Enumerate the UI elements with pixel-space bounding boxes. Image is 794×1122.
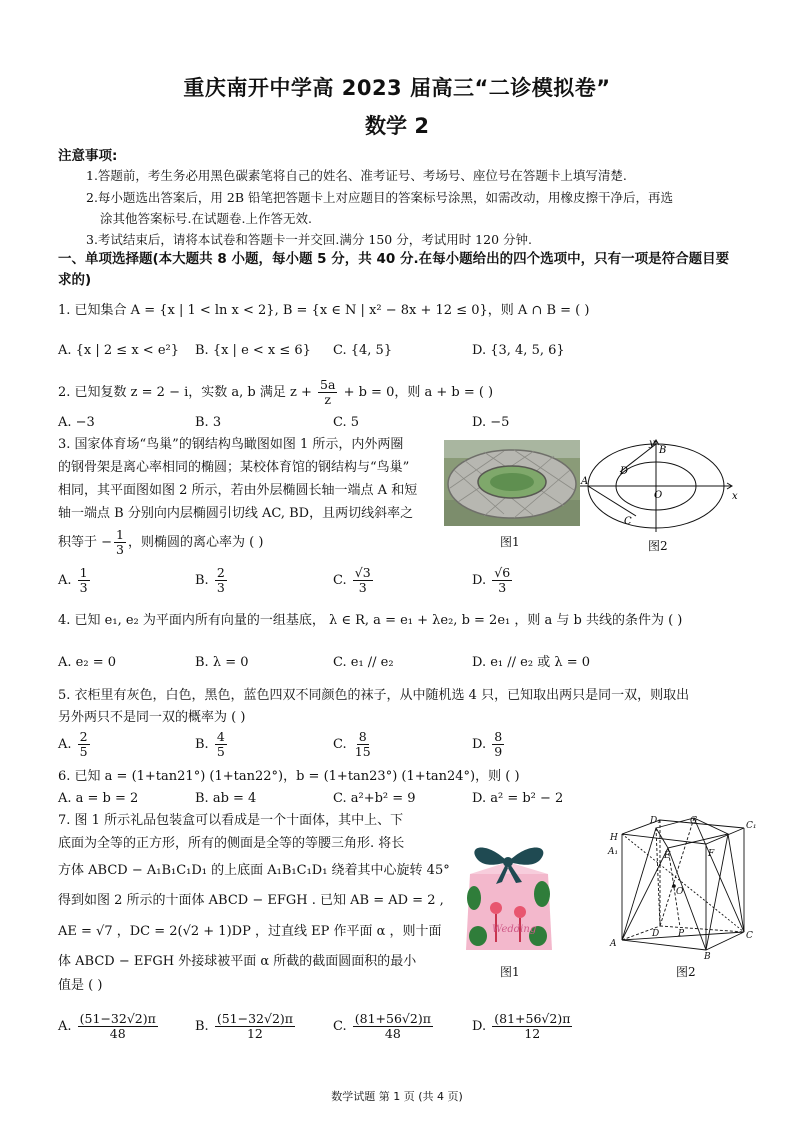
q7-d-label: D. [472, 1019, 487, 1034]
q7-b-label: B. [195, 1019, 209, 1034]
notes-heading: 注意事项: [58, 148, 118, 164]
q7-line-1: 7. 图 1 所示礼品包装盒可以看成是一个十面体，其中上、下 [58, 813, 404, 828]
q3-a-label: A. [58, 573, 72, 588]
fig2-label-o: O [654, 490, 663, 501]
q2-frac-den: z [324, 392, 332, 407]
fig-label-c: C [746, 931, 753, 941]
q7-a-frac [78, 1012, 158, 1041]
fig-label-d: D [652, 929, 660, 939]
q2-option-a: A. −3 [58, 415, 95, 430]
page-title: 重庆南开中学高 2023 届高三“二诊模拟卷” [183, 76, 611, 100]
q5-d-label: D. [472, 737, 487, 752]
q5-c-den: 15 [354, 744, 371, 759]
q5-option-c [333, 730, 375, 759]
gift-box-text: Wedding [492, 924, 537, 935]
q3-fig2-caption: 图2 [648, 539, 668, 553]
q5-d-num: 8 [494, 729, 503, 744]
q5-d-den: 9 [494, 744, 503, 759]
q1-option-c: C. {4, 5} [333, 343, 393, 358]
q1-stem: 1. 已知集合 A = {x | 1 < ln x < 2}, B = {x ∈ N | x² − 8x + 12 ≤ 0}，则 A ∩ B = ( ) [58, 303, 590, 318]
q7-line-2: 底面为全等的正方形，所有的侧面是全等的等腰三角形. 将长 [58, 836, 405, 851]
note-2a: 2.每小题选出答案后，用 2B 铅笔把答题卡上对应题目的答案标号涂黑，如需改动，用橡皮擦干净后，再选 [86, 190, 674, 205]
q3-d-num: √6 [494, 565, 511, 580]
q6-option-b: B. ab = 4 [195, 791, 257, 806]
q7-b-num: (51−32√2)π [216, 1011, 293, 1026]
q7-line-3: 方体 ABCD − A₁B₁C₁D₁ 的上底面 A₁B₁C₁D₁ 绕着其中心旋转 45° [58, 863, 450, 878]
q3-c-frac [353, 566, 373, 595]
q5-d-frac [492, 730, 504, 759]
q3-line-4: 轴一端点 B 分别向内层椭圆引切线 AC, BD，且两切线斜率之 [58, 506, 414, 521]
q7-b-frac [215, 1012, 295, 1041]
q7-d-num: (81+56√2)π [494, 1011, 571, 1026]
fig2-label-b: B [659, 445, 667, 456]
note-3: 3.考试结束后，请将本试卷和答题卡一并交回.满分 150 分，考试用时 120 分钟. [86, 232, 532, 247]
fig-label-g: G [690, 816, 698, 826]
note-2b: 涂其他答案标号.在试题卷.上作答无效. [100, 211, 312, 226]
q7-c-den: 48 [384, 1026, 401, 1041]
q7-option-c [333, 1012, 435, 1041]
fig-label-f: F [708, 849, 715, 859]
fig2-label-y: y [649, 438, 655, 449]
gift-box-illustration [456, 838, 560, 958]
q3-d-frac [492, 566, 512, 595]
q3-b-label: B. [195, 573, 209, 588]
q3-line-2: 的钢骨架是离心率相同的椭圆；某校体育馆的钢结构与“鸟巢” [58, 460, 410, 475]
q3-option-d [472, 566, 514, 595]
q3-line-1: 3. 国家体育场“鸟巢”的钢结构鸟瞰图如图 1 所示，内外两圈 [58, 437, 404, 452]
q7-line-6: 体 ABCD − EFGH 外接球被平面 α 所截的截面圆面积的最小 [58, 954, 417, 969]
section-heading-2: 求的) [58, 272, 92, 288]
q2-option-c: C. 5 [333, 415, 360, 430]
q5-a-frac [78, 730, 90, 759]
q3-line-5 [58, 528, 263, 557]
q5-option-a [58, 730, 92, 759]
q4-option-b: B. λ = 0 [195, 655, 249, 670]
q7-d-frac [492, 1012, 572, 1041]
q5-b-den: 5 [216, 744, 225, 759]
q5-option-d [472, 730, 506, 759]
fig-label-c1: C₁ [746, 821, 757, 831]
q2-option-d: D. −5 [472, 415, 510, 430]
decahedron-diagram [606, 814, 762, 960]
q6-option-c: C. a²+b² = 9 [333, 791, 416, 806]
q3-fig1-caption: 图1 [500, 535, 520, 549]
q7-c-label: C. [333, 1019, 347, 1034]
q7-line-4: 得到如图 2 所示的十面体 ABCD − EFGH . 已知 AB = AD = 2 , [58, 893, 444, 908]
q3-c-label: C. [333, 573, 347, 588]
q5-a-label: A. [58, 737, 72, 752]
fig-label-d1: D₁ [650, 816, 661, 826]
q7-option-a [58, 1012, 160, 1041]
q1-option-b: B. {x | e < x ≤ 6} [195, 343, 311, 358]
q7-a-label: A. [58, 1019, 72, 1034]
q3-a-den: 3 [79, 580, 88, 595]
q3-c-num: √3 [354, 565, 371, 580]
q7-d-den: 12 [524, 1026, 541, 1041]
q5-a-den: 5 [79, 744, 88, 759]
fig-label-o: O [676, 887, 684, 897]
fig-label-b: B [704, 952, 711, 960]
q5-b-num: 4 [216, 729, 225, 744]
q6-option-d: D. a² = b² − 2 [472, 791, 564, 806]
q4-option-d: D. e₁ // e₂ 或 λ = 0 [472, 655, 590, 670]
q3-a-frac [78, 566, 90, 595]
q7-b-den: 12 [246, 1026, 263, 1041]
q4-option-a: A. e₂ = 0 [58, 655, 116, 670]
q3-c-den: 3 [358, 580, 367, 595]
q7-c-num: (81+56√2)π [354, 1011, 431, 1026]
q1-option-a: A. {x | 2 ≤ x < e²} [58, 343, 179, 358]
q2-stem [58, 378, 493, 407]
q3-d-den: 3 [498, 580, 507, 595]
q5-b-frac [215, 730, 227, 759]
q5-a-num: 2 [79, 729, 88, 744]
q3-a-num: 1 [79, 565, 88, 580]
q5-line-2: 另外两只不是同一双的概率为 ( ) [58, 710, 246, 725]
fig2-label-a: A [581, 476, 589, 487]
q7-fig2-caption: 图2 [676, 965, 696, 979]
q3-l5-num: 1 [116, 527, 124, 542]
q2-frac-num: 5a [320, 377, 336, 392]
q7-fig1-caption: 图1 [500, 965, 520, 979]
q5-c-label: C. [333, 737, 347, 752]
fig-label-p: P [678, 929, 685, 939]
fig-label-a: A [610, 939, 617, 949]
q7-c-frac [353, 1012, 433, 1041]
q4-stem: 4. 已知 e₁, e₂ 为平面内所有向量的一组基底， λ ∈ R, a = e₁ + λe₂, b = 2e₁ ，则 a 与 b 共线的条件为 ( ) [58, 613, 683, 628]
q3-b-den: 3 [216, 580, 225, 595]
q1-option-d: D. {3, 4, 5, 6} [472, 343, 565, 358]
q2-fraction [318, 378, 337, 407]
q3-line-3: 相同，其平面图如图 2 所示，若由外层椭圆长轴一端点 A 和短 [58, 483, 418, 498]
q3-option-a [58, 566, 92, 595]
q5-option-b [195, 730, 229, 759]
fig-label-e: E [664, 851, 671, 861]
birds-nest-photo [444, 440, 580, 526]
section-heading-1: 一、单项选择题(本大题共 8 小题，每小题 5 分，共 40 分.在每小题给出的四个选项中，只有一项是符合题目要 [58, 251, 730, 267]
q7-option-b [195, 1012, 297, 1041]
q5-b-label: B. [195, 737, 209, 752]
q3-l5-fraction [114, 528, 126, 557]
fig2-label-x: x [732, 491, 738, 502]
q7-a-num: (51−32√2)π [79, 1011, 156, 1026]
q7-line-7: 值是 ( ) [58, 978, 103, 993]
q3-l5-den: 3 [116, 542, 124, 557]
q7-a-den: 48 [109, 1026, 126, 1041]
q4-option-c: C. e₁ // e₂ [333, 655, 394, 670]
q6-option-a: A. a = b = 2 [58, 791, 139, 806]
fig-label-a1: A₁ [608, 847, 619, 857]
page-subtitle: 数学 2 [365, 114, 429, 138]
fig-label-h: H [610, 833, 618, 843]
q3-l5-post: ，则椭圆的离心率为 ( ) [127, 535, 264, 550]
q2-stem-pre: 2. 已知复数 z = 2 − i，实数 a, b 满足 z + [58, 385, 312, 400]
note-1: 1.答题前，考生务必用黑色碳素笔将自己的姓名、准考证号、考场号、座位号在答题卡上填写清楚. [86, 168, 627, 183]
q5-c-frac [353, 730, 373, 759]
page-footer: 数学试题 第 1 页 (共 4 页) [331, 1090, 463, 1103]
q3-d-label: D. [472, 573, 487, 588]
q6-stem: 6. 已知 a = (1+tan21°) (1+tan22°)，b = (1+tan23°) (1+tan24°)，则 ( ) [58, 769, 520, 784]
q3-option-b [195, 566, 229, 595]
q7-option-d [472, 1012, 574, 1041]
q2-option-b: B. 3 [195, 415, 222, 430]
fig2-label-d: D [620, 466, 629, 477]
ellipse-diagram [580, 436, 740, 536]
q3-option-c [333, 566, 375, 595]
q3-b-num: 2 [216, 565, 225, 580]
q5-c-num: 8 [358, 729, 367, 744]
q3-b-frac [215, 566, 227, 595]
q3-l5-pre: 积等于 − [58, 535, 113, 550]
q5-line-1: 5. 衣柜里有灰色，白色，黑色，蓝色四双不同颜色的袜子，从中随机选 4 只，已知取出两只是同一双，则取出 [58, 688, 690, 703]
fig2-label-c: C [624, 516, 632, 527]
q2-stem-post: + b = 0，则 a + b = ( ) [343, 385, 494, 400]
q7-line-5: AE = √7 ，DC = 2(√2 + 1)DP ，过直线 EP 作平面 α ，则十面 [58, 924, 442, 939]
